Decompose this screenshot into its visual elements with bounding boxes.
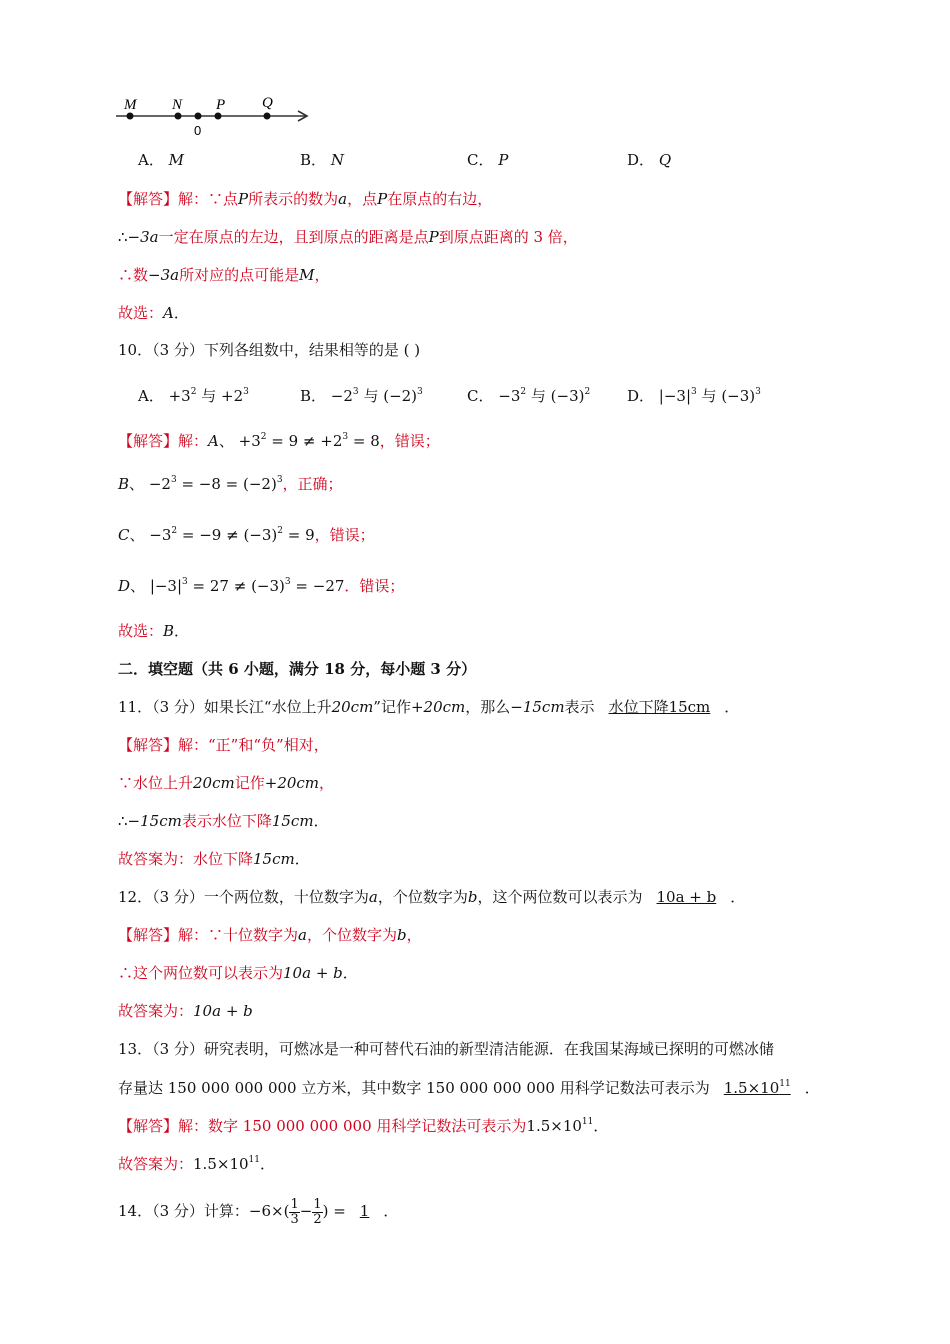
q11-solution-line-2: ∵水位上升20cm记作+20cm，: [118, 774, 335, 792]
q10-solution-b: B、 $-2^3 = -8 = (-2)^3$，正确；: [118, 475, 343, 493]
q13-stem-line-1: 13．（3 分）研究表明，可燃冰是一种可替代石油的新型清洁能源．在我国某海域已探明的可燃冰储: [118, 1040, 774, 1058]
q9-option-d: D． Q: [627, 151, 672, 169]
label-n: N: [172, 97, 183, 113]
q10-option-a: A． $+3^2$ 与 $+2^3$: [138, 387, 249, 405]
q13-stem-line-2: 存量达 150 000 000 000 立方米，其中数字 150 000 000 000 用科学记数法可表示为 $1.5\times 10^{11}$ ．: [118, 1079, 820, 1097]
q11-solution-line-1: 【解答】解：“正”和“负”相对，: [118, 736, 329, 754]
q12-solution-line-2: ∴这个两位数可以表示为10a + b．: [118, 964, 358, 982]
label-q: Q: [262, 95, 273, 111]
point-p: [215, 113, 222, 120]
q10-final-answer: 故选：B．: [118, 622, 190, 640]
q10-stem: 10．（3 分）下列各组数中，结果相等的是 ( ): [118, 341, 421, 359]
section-2-heading: 二．填空题（共 6 小题，满分 18 分，每小题 3 分）: [118, 660, 477, 678]
point-m: [127, 113, 134, 120]
fraction-one-third: $\frac{1}{3}$: [290, 1196, 299, 1227]
label-p: P: [216, 97, 226, 113]
label-m: M: [124, 97, 137, 113]
fraction-one-half: $\frac{1}{2}$: [313, 1196, 322, 1227]
q12-solution-line-1: 【解答】解：∵十位数字为a，个位数字为b，: [118, 926, 422, 944]
q11-answer-blank: 水位下降15cm: [608, 698, 711, 716]
number-line-figure: [112, 92, 322, 140]
q10-solution-c: C、 $-3^2 = -9 \ne (-3)^2 = 9$，错误；: [118, 526, 375, 544]
point-q: [264, 113, 271, 120]
q9-option-b: B． N: [300, 151, 344, 169]
q14-answer-blank: 1: [359, 1202, 370, 1220]
q9-solution-line-2: ∴−3a一定在原点的左边，且到原点的距离是点P到原点距离的 3 倍，: [118, 228, 578, 246]
q10-option-c: C． $-3^2$ 与 $(-3)^2$: [467, 387, 591, 405]
q12-answer-blank: 10a + b: [656, 888, 717, 906]
q11-stem: 11．（3 分）如果长江“水位上升20cm”记作+20cm，那么−15cm表示 水位下降15cm ．: [118, 698, 740, 716]
point-n: [175, 113, 182, 120]
q10-option-b: B． $-2^3$ 与 $(-2)^3$: [300, 387, 423, 405]
q9-option-c: C． P: [467, 151, 509, 169]
q10-option-d: D． $|-3|^3$ 与 $(-3)^3$: [627, 387, 761, 405]
q13-answer-blank: $1.5\times 10^{11}$: [723, 1079, 791, 1097]
q11-solution-line-3: ∴−15cm表示水位下降15cm．: [118, 812, 329, 830]
q13-final-answer: 故答案为：$1.5\times 10^{11}$．: [118, 1155, 275, 1173]
q10-solution-d: D、 $|-3|^3 = 27 \ne (-3)^3 = -27$．错误；: [118, 577, 405, 595]
q9-solution-line-3: ∴数−3a所对应的点可能是M，: [118, 266, 330, 284]
number-line: [112, 92, 322, 140]
q13-solution: 【解答】解：数字 150 000 000 000 用科学记数法可表示为$1.5\times 10^{11}$．: [118, 1117, 609, 1135]
q14-stem: 14．（3 分）计算：−6×( $\frac{1}{3}$ − $\frac{1}{2}$ ) = 1 ．: [118, 1196, 399, 1227]
q12-final-answer: 故答案为：10a + b: [118, 1002, 253, 1020]
q10-solution-a: 【解答】解：A、 $+3^2 = 9 \ne +2^3 = 8$，错误；: [118, 432, 440, 450]
q9-option-a: A． M: [138, 151, 184, 169]
q9-solution-line-1: 【解答】解：∵点P所表示的数为a，点P在原点的右边，: [118, 190, 493, 208]
q11-final-answer: 故答案为：水位下降15cm．: [118, 850, 310, 868]
point-origin: [195, 113, 202, 120]
q12-stem: 12．（3 分）一个两位数，十位数字为a，个位数字为b，这个两位数可以表示为 10a + b ．: [118, 888, 746, 906]
label-zero: 0: [194, 123, 202, 138]
q9-final-answer: 故选：A．: [118, 304, 189, 322]
